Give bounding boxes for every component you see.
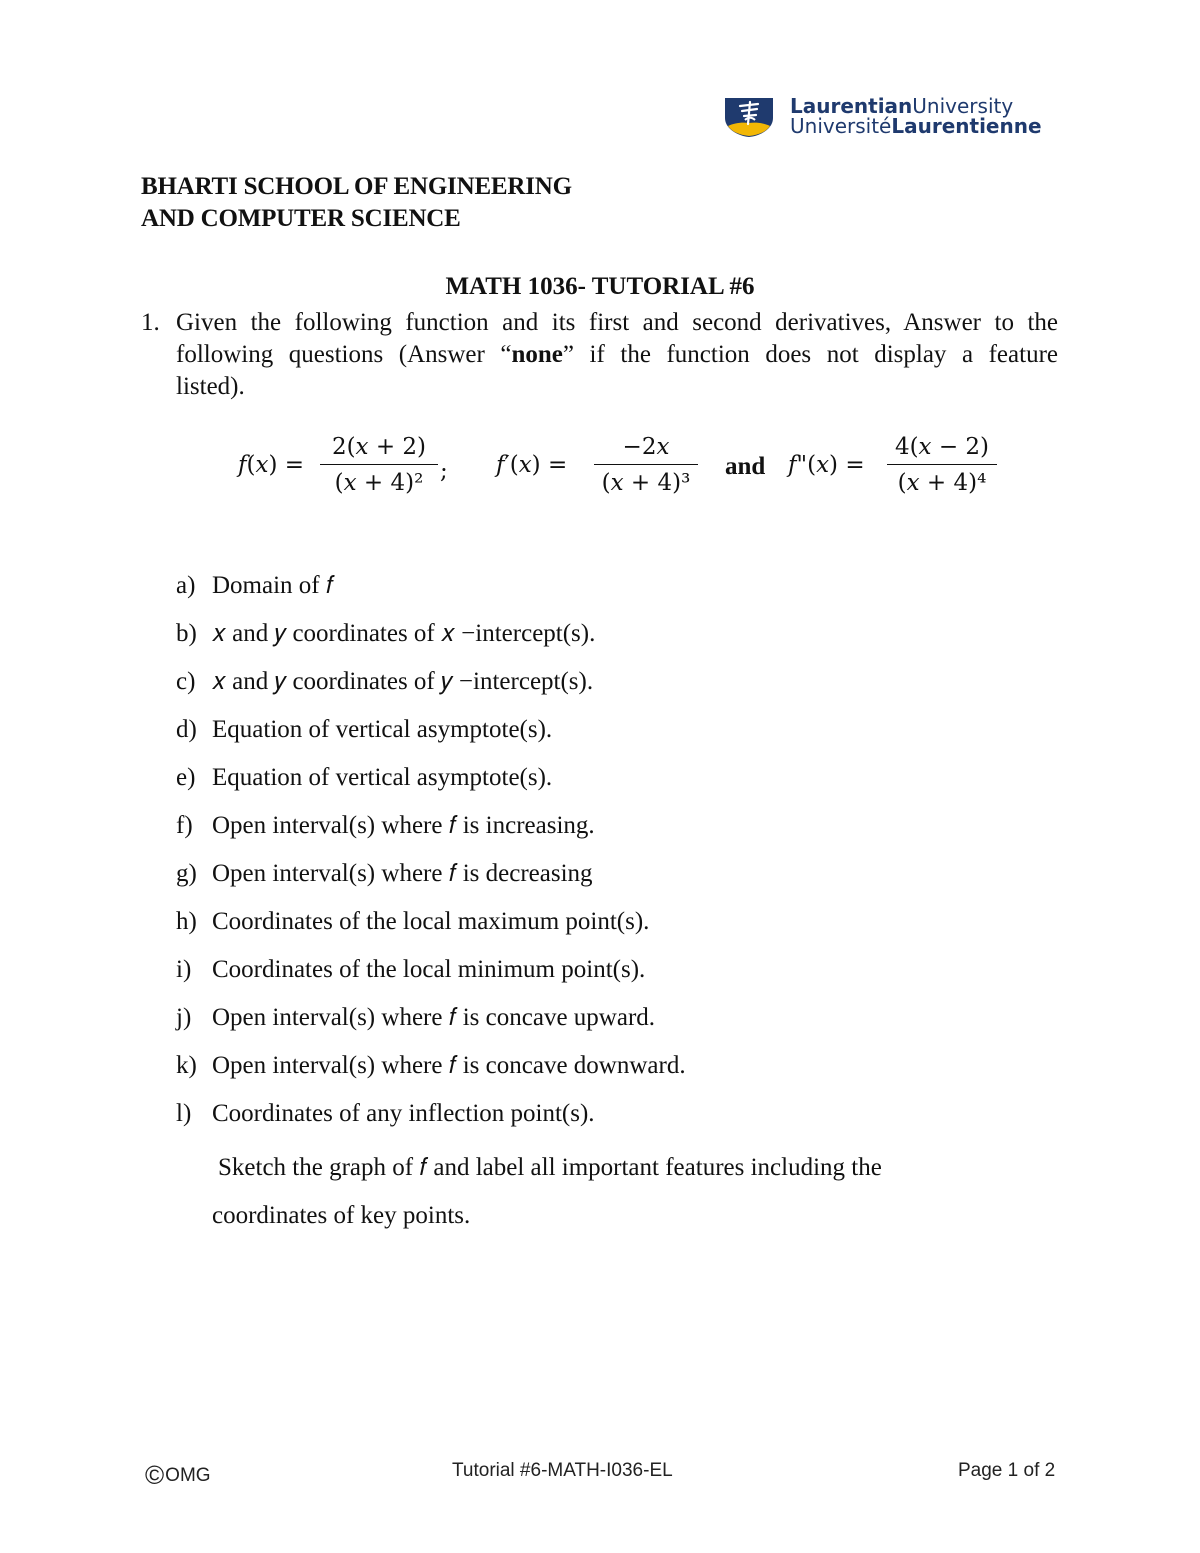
list-item <box>176 1048 686 1096</box>
item-label: b) <box>176 620 197 647</box>
list-item <box>176 568 686 616</box>
question-line-1: Given the following function and its first and second derivatives, Answer to the <box>176 309 1058 336</box>
laurentian-shield-icon <box>724 96 774 138</box>
f-lhs: 𝑓(𝑥) = <box>238 452 305 478</box>
fdouble-lhs: 𝑓"(𝑥) = <box>788 452 865 478</box>
school-line-1: BHARTI SCHOOL OF ENGINEERING <box>141 173 572 200</box>
item-label: j) <box>176 1004 192 1031</box>
fprime-lhs: 𝑓′(𝑥) = <box>496 452 568 478</box>
question-items-list <box>176 568 686 1144</box>
list-item <box>176 616 686 664</box>
tutorial-title: MATH 1036- TUTORIAL #6 <box>445 273 755 300</box>
item-text: Open interval(s) where 𝑓 is concave downward. <box>212 1052 686 1079</box>
sketch-instruction <box>212 1144 882 1240</box>
fprime-fraction-bar <box>594 464 698 465</box>
item-label: h) <box>176 908 197 935</box>
sketch-line-1: Sketch the graph of 𝑓 and label all important features including the <box>218 1154 882 1181</box>
item-label: f) <box>176 812 193 839</box>
item-text: Equation of vertical asymptote(s). <box>212 764 553 791</box>
list-item <box>176 760 686 808</box>
question-line-3: listed). <box>176 373 245 400</box>
fprime-numerator: −2𝑥 <box>622 434 670 460</box>
item-text: Coordinates of any inflection point(s). <box>212 1100 595 1127</box>
fdouble-fraction <box>887 432 997 498</box>
fdouble-denominator: (𝑥 + 4)⁴ <box>897 470 987 496</box>
school-heading <box>141 172 572 236</box>
f-fraction-bar <box>320 464 438 465</box>
fprime-fraction <box>594 432 698 498</box>
list-item <box>176 664 686 712</box>
item-label: d) <box>176 716 197 743</box>
item-text: Coordinates of the local minimum point(s). <box>212 956 646 983</box>
list-item <box>176 712 686 760</box>
item-text: Open interval(s) where 𝑓 is decreasing <box>212 860 593 887</box>
footer-page-number: Page 1 of 2 <box>958 1460 1056 1481</box>
fdouble-numerator: 4(𝑥 − 2) <box>894 434 990 460</box>
list-item <box>176 856 686 904</box>
item-text: Open interval(s) where 𝑓 is increasing. <box>212 812 595 839</box>
item-text: 𝑥 and 𝑦 coordinates of 𝑦 −intercept(s). <box>212 668 594 695</box>
item-label: k) <box>176 1052 197 1079</box>
item-label: g) <box>176 860 197 887</box>
list-item <box>176 952 686 1000</box>
item-label: e) <box>176 764 196 791</box>
footer-doc-title: Tutorial #6-MATH-I036-EL <box>452 1460 673 1481</box>
question-number: 1. <box>141 309 160 336</box>
item-text: 𝑥 and 𝑦 coordinates of 𝑥 −intercept(s). <box>212 620 596 647</box>
item-label: a) <box>176 572 196 599</box>
sketch-line-2: coordinates of key points. <box>212 1202 471 1229</box>
question-line-2 <box>176 339 1058 371</box>
list-item <box>176 904 686 952</box>
logo-line1-bold: Laurentian <box>790 94 913 118</box>
list-item <box>176 1000 686 1048</box>
item-text: Coordinates of the local maximum point(s). <box>212 908 650 935</box>
logo-line2-regular: Université <box>790 114 892 138</box>
footer-copyright <box>145 1460 211 1491</box>
item-text: Equation of vertical asymptote(s). <box>212 716 553 743</box>
item-label: i) <box>176 956 192 983</box>
logo-wordmark <box>790 96 1042 136</box>
list-item <box>176 1096 686 1144</box>
item-label: l) <box>176 1100 192 1127</box>
copyright-icon: © <box>145 1460 165 1490</box>
fdouble-fraction-bar <box>887 464 997 465</box>
semicolon: ; <box>440 458 448 484</box>
question-text <box>176 307 1058 403</box>
logo-line1-regular: University <box>912 94 1014 118</box>
question-line-2-post: ” if the function does not display a feature <box>562 341 1058 368</box>
footer-author: OMG <box>165 1465 211 1486</box>
item-text: Domain of 𝑓 <box>212 572 334 599</box>
laurentian-logo <box>724 96 1054 140</box>
fprime-denominator: (𝑥 + 4)³ <box>601 470 691 496</box>
f-denominator: (𝑥 + 4)² <box>334 470 424 496</box>
item-text: Open interval(s) where 𝑓 is concave upward. <box>212 1004 656 1031</box>
list-item <box>176 808 686 856</box>
logo-line2-bold: Laurentienne <box>891 114 1042 138</box>
f-fraction <box>320 432 438 498</box>
item-label: c) <box>176 668 196 695</box>
none-keyword: none <box>511 341 563 368</box>
question-line-2-pre: following questions (Answer “ <box>176 341 512 368</box>
f-numerator: 2(𝑥 + 2) <box>331 434 427 460</box>
school-line-2: AND COMPUTER SCIENCE <box>141 205 461 232</box>
and-word: and <box>725 453 766 480</box>
